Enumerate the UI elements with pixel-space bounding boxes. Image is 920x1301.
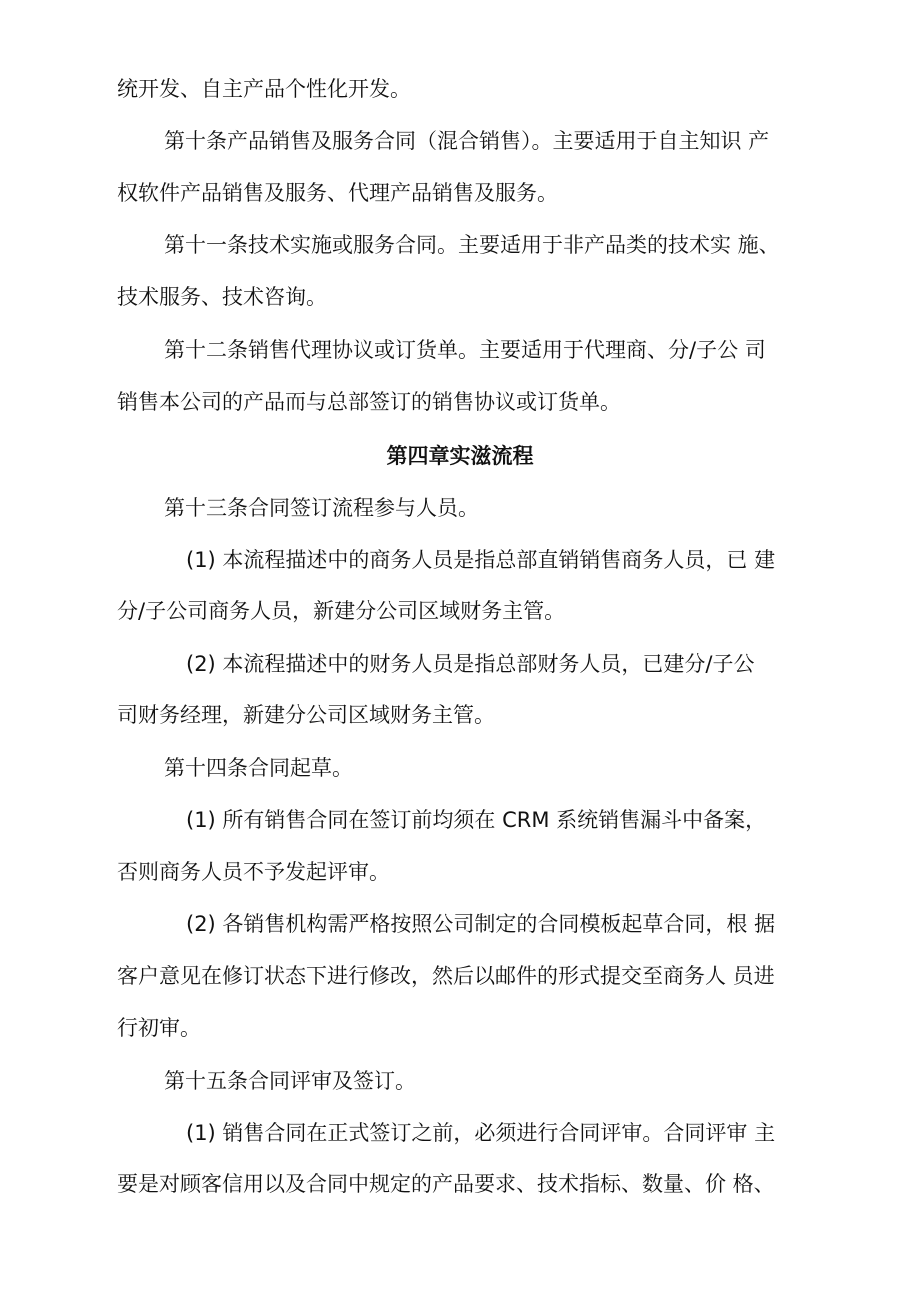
text-line: 统开发、自主产品个性化开发。: [117, 77, 411, 101]
text-line: 要是对顾客信用以及合同中规定的产品要求、技术指标、数量、价 格、: [117, 1172, 775, 1196]
article-11: 第十一条技术实施或服务合同。主要适用于非产品类的技术实 施、: [164, 233, 780, 257]
list-item: (2) 本流程描述中的财务人员是指总部财务人员，已建分/子公: [186, 652, 755, 676]
article-10: 第十条产品销售及服务合同（混合销售）。主要适用于自主知识 产: [164, 129, 770, 153]
article-12: 第十二条销售代理协议或订货单。主要适用于代理商、分/子公 司: [164, 338, 766, 362]
article-14: 第十四条合同起草。: [164, 756, 353, 780]
text-line: 客户意见在修订状态下进行修改，然后以邮件的形式提交至商务人 员进: [117, 964, 775, 988]
article-13: 第十三条合同签订流程参与人员。: [164, 496, 479, 520]
list-item: (1) 所有销售合同在签订前均须在 CRM 系统销售漏斗中备案，: [186, 808, 767, 832]
list-item: (1) 本流程描述中的商务人员是指总部直销销售商务人员，已 建: [186, 548, 776, 572]
text-line: 分/子公司商务人员，新建分公司区域财务主管。: [117, 599, 566, 623]
text-line: 行初审。: [117, 1016, 201, 1040]
list-item: (2) 各销售机构需严格按照公司制定的合同模板起草合同，根 据: [186, 912, 776, 936]
text-line: 技术服务、技术咨询。: [117, 285, 327, 309]
text-line: 权软件产品销售及服务、代理产品销售及服务。: [117, 181, 558, 205]
text-line: 否则商务人员不予发起评审。: [117, 860, 390, 884]
text-line: 司财务经理，新建分公司区域财务主管。: [117, 703, 495, 727]
chapter-heading: 第四章实滋流程: [386, 444, 534, 468]
text-line: 销售本公司的产品而与总部签订的销售协议或订货单。: [117, 390, 621, 414]
list-item: (1) 销售合同在正式签订之前，必须进行合同评审。合同评审 主: [186, 1121, 776, 1145]
article-15: 第十五条合同评审及签订。: [164, 1069, 416, 1093]
